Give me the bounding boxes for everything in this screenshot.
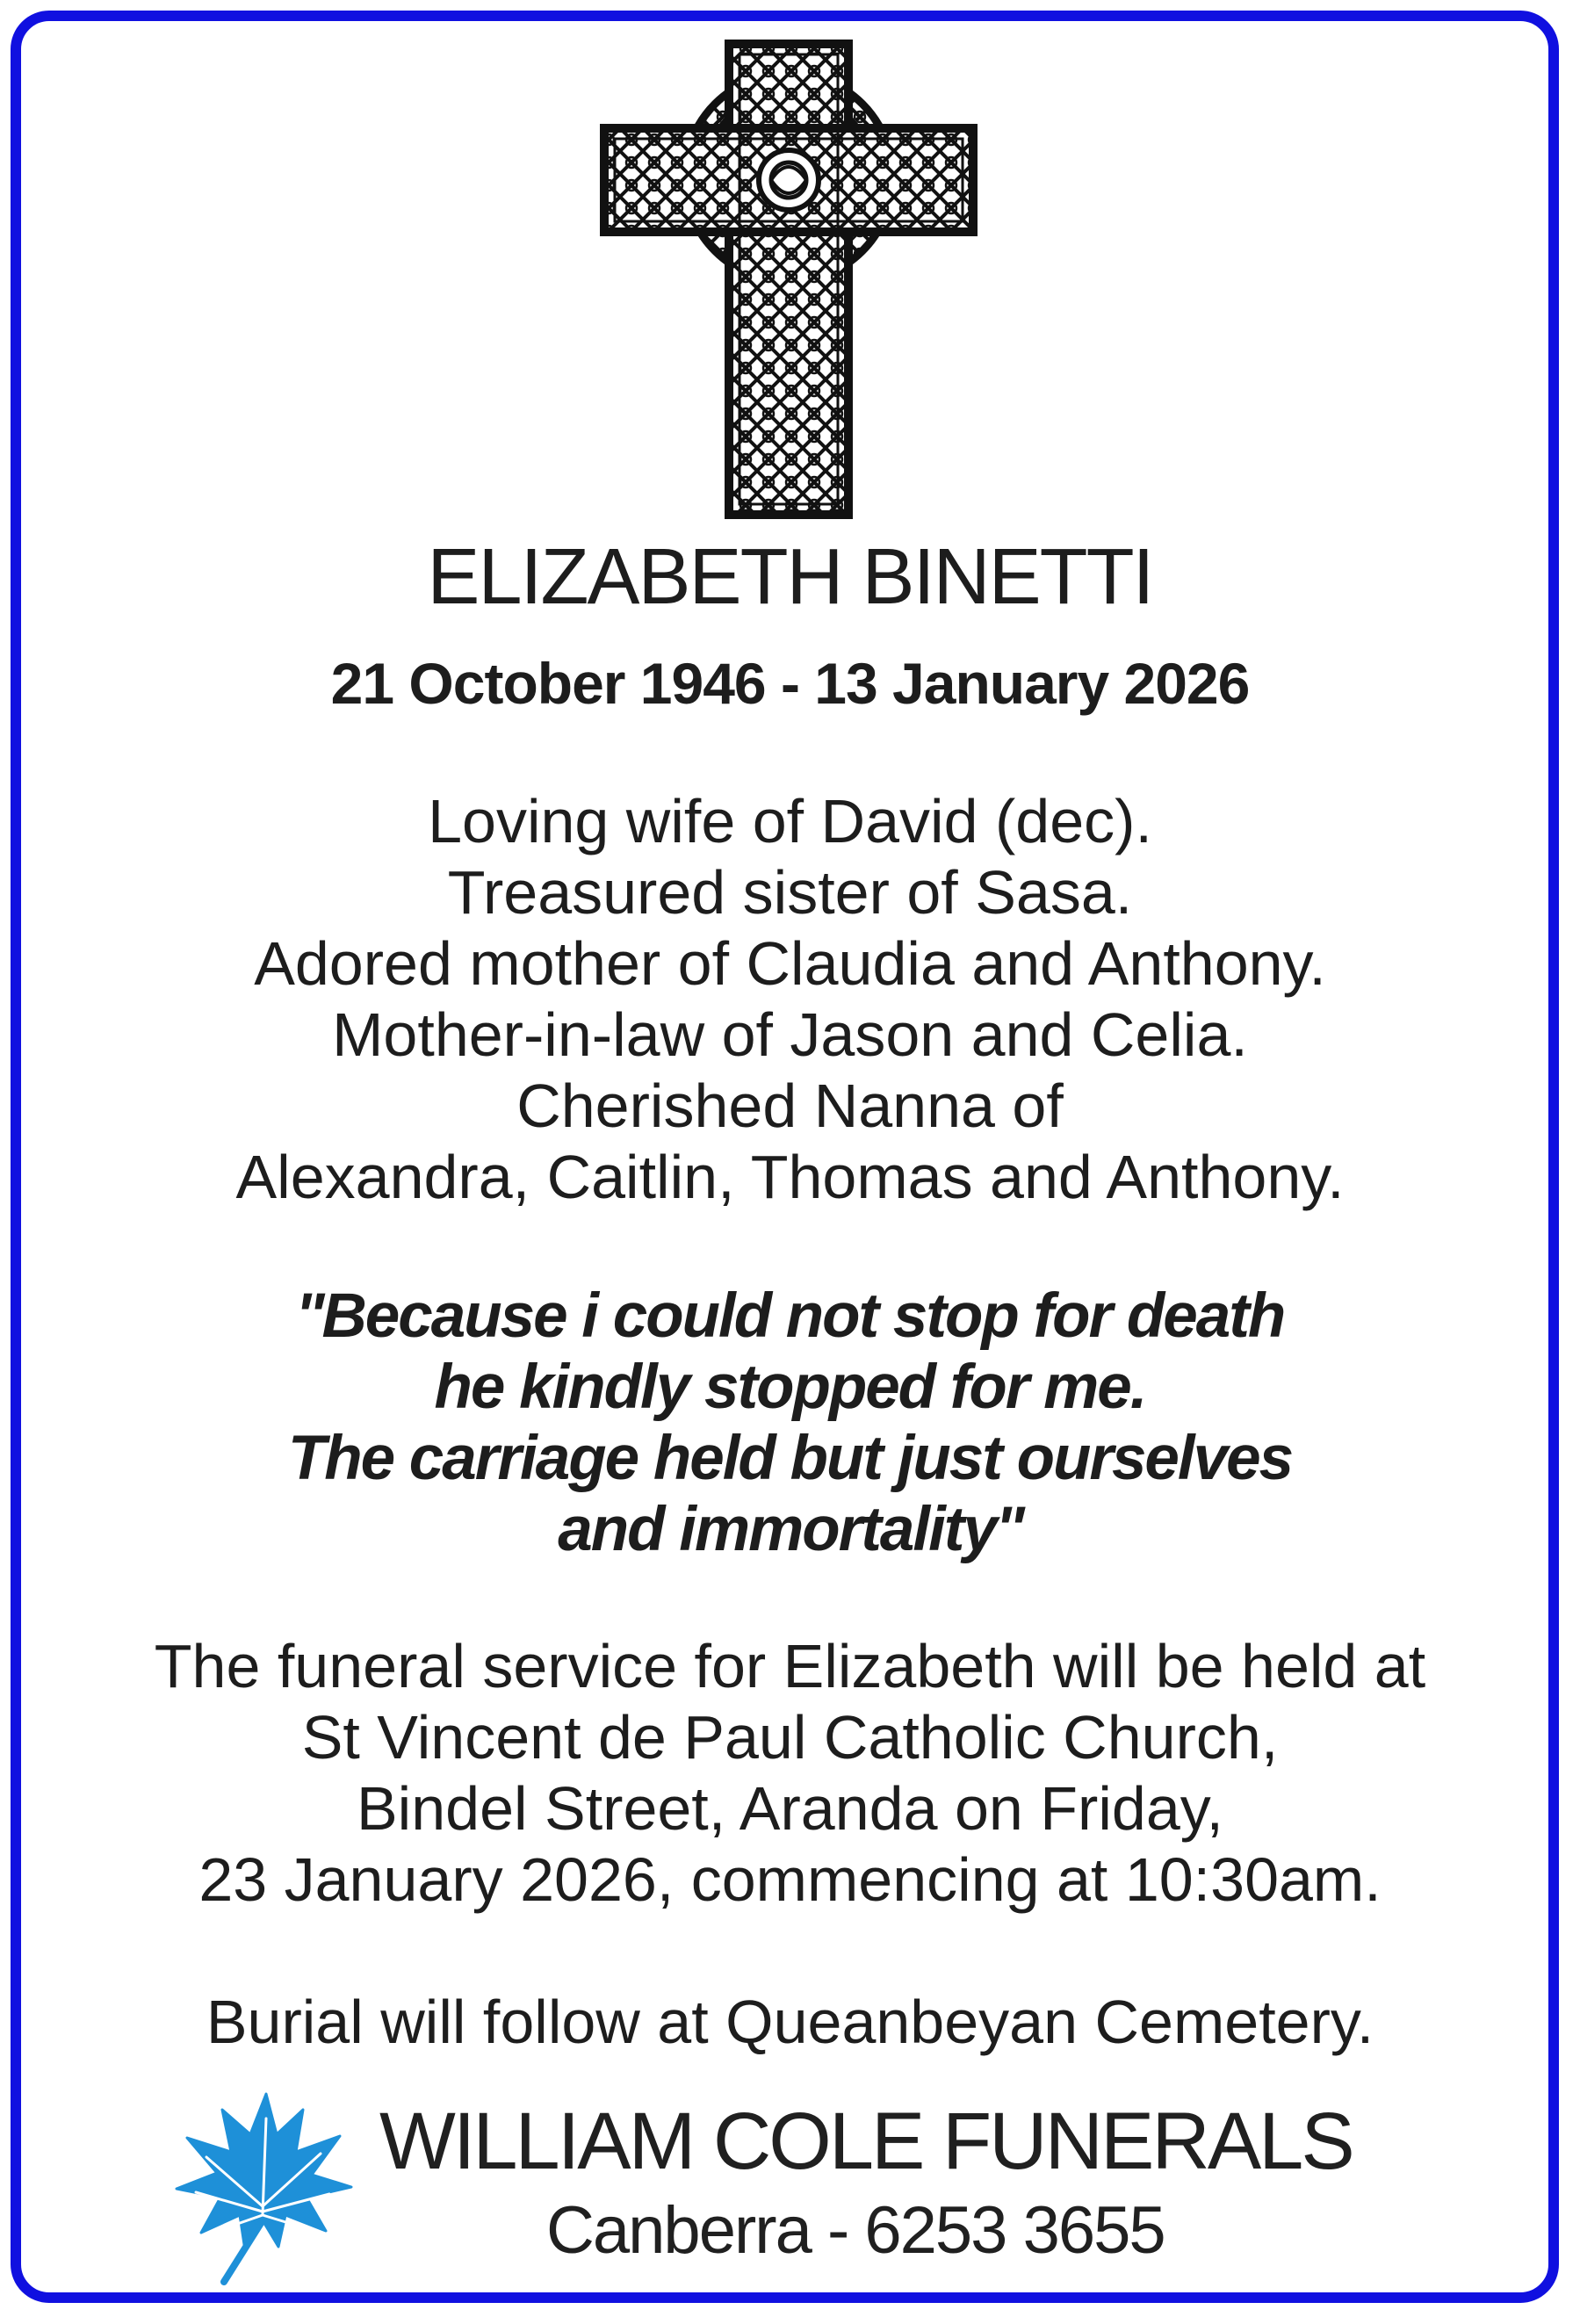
funeral-home-phone: Canberra - 6253 3655 (546, 2193, 1165, 2268)
family-line: Alexandra, Caitlin, Thomas and Anthony. (235, 1143, 1345, 1211)
family-tribute (26, 786, 1554, 1213)
quote-line: he kindly stopped for me. (434, 1353, 1146, 1422)
family-line: Mother-in-law of Jason and Celia. (332, 1000, 1248, 1069)
memorial-quote (26, 1281, 1554, 1565)
life-dates: 21 October 1946 - 13 January 2026 (330, 651, 1250, 716)
maple-leaf-icon (171, 2083, 356, 2285)
celtic-cross-icon (597, 37, 980, 520)
family-line: Cherished Nanna of (516, 1072, 1064, 1140)
family-line: Loving wife of David (dec). (428, 787, 1152, 855)
service-line: Bindel Street, Aranda on Friday, (356, 1774, 1224, 1843)
deceased-name: ELIZABETH BINETTI (427, 533, 1153, 621)
quote-line: ''Because i could not stop for death (295, 1281, 1285, 1351)
family-line: Adored mother of Claudia and Anthony. (254, 929, 1326, 998)
quote-line: and immortality'' (558, 1495, 1022, 1564)
service-details (26, 1631, 1554, 1916)
funeral-home-name: WILLIAM COLE FUNERALS (379, 2097, 1353, 2186)
service-line: St Vincent de Paul Catholic Church, (301, 1703, 1279, 1772)
service-line: 23 January 2026, commencing at 10:30am. (198, 1845, 1382, 1914)
family-line: Treasured sister of Sasa. (447, 858, 1133, 927)
quote-line: The carriage held but just ourselves (287, 1424, 1293, 1493)
burial-details: Burial will follow at Queanbeyan Cemetery. (206, 1988, 1374, 2056)
service-line: The funeral service for Elizabeth will be held at (154, 1632, 1426, 1700)
